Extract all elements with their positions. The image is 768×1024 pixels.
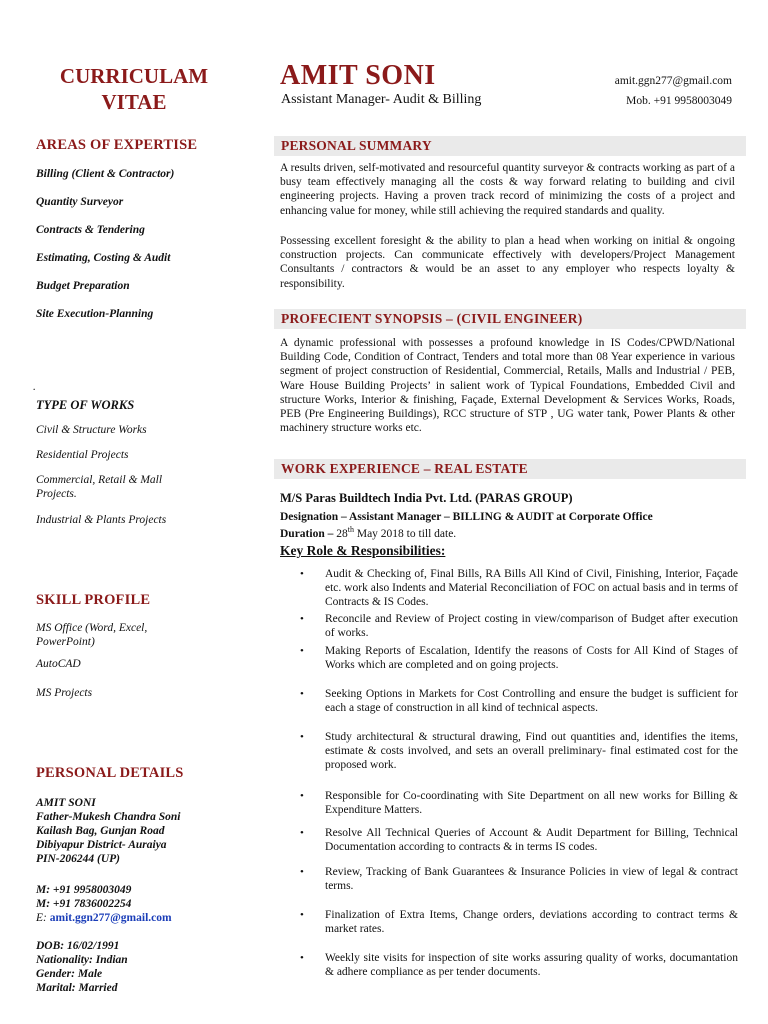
expertise-item: Budget Preparation: [36, 280, 130, 292]
responsibility-item: [300, 951, 738, 979]
bullet-dot: •: [300, 866, 304, 878]
bullet-dot: •: [300, 731, 304, 743]
responsibility-text: Study architectural & structural drawing, Find out quantities and, identifies the items, estimate & costs involved, and sets an overall preliminary- final estimated cost for the proposed work.: [325, 731, 738, 772]
responsibility-text: Making Reports of Escalation, Identify the reasons of Costs for All Kind of Stages of Works which are completed and on going projects.: [325, 645, 738, 672]
experience-heading-bar: [274, 459, 746, 479]
bullet-dot: •: [300, 613, 304, 625]
responsibility-text: Responsible for Co-coordinating with Site Department on all new works for Billing & Expenditure Matters.: [325, 790, 738, 817]
responsibility-text: Seeking Options in Markets for Cost Controlling and ensure the budget is sufficient for each a stage of construction in all kind of technical aspects.: [325, 688, 738, 715]
synopsis-paragraph: A dynamic professional with possesses a profound knowledge in IS Codes/CPWD/National Building Code, Condition of Contract, Tenders and total more than 08 Year experience in various segment of project construction of Residential, Commercial, Retails, Malls and Industrial / PEB, Ware House Building Projects’ in salient work of Typical Foundations, Embedded Civil and structure Works, Interior & finishing, Façade, External Development & Services Works, Roads, PEB (Pre Engineering Buildings), RCC structure of STP , UG water tank, Power Plants & other machinery structure works etc.: [280, 337, 735, 435]
duration-rest: May 2018 to till date.: [353, 527, 457, 540]
personal-father: Father-Mukesh Chandra Soni: [36, 811, 181, 823]
personal-phone: M: +91 7836002254: [36, 898, 132, 910]
responsibility-item: [300, 826, 738, 854]
summary-paragraph: Possessing excellent foresight & the ability to plan a head when working on initial & ongoing construction projects. Can communicate effectively with developers/Project Management Consultants / contractors & would be an asset to any employer who respects loyalty & responsibility.: [280, 235, 735, 290]
personal-dob: DOB: 16/02/1991: [36, 940, 120, 952]
responsibility-item: [300, 865, 738, 893]
responsibility-item: [300, 730, 738, 773]
personal-heading: PERSONAL DETAILS: [36, 765, 184, 781]
skill-heading: SKILL PROFILE: [36, 592, 151, 608]
synopsis-heading-bar: [274, 309, 746, 329]
responsibility-text: Reconcile and Review of Project costing in view/comparison of Budget after execution of works.: [325, 613, 738, 640]
personal-nationality: Nationality: Indian: [36, 954, 128, 966]
expertise-item: Site Execution-Planning: [36, 308, 154, 320]
key-role-heading: Key Role & Responsibilities:: [280, 543, 446, 558]
responsibility-item: [300, 789, 738, 817]
personal-email-row: [36, 911, 172, 925]
cv-title-line1: CURRICULAM: [59, 64, 209, 88]
duration-day: 28: [333, 527, 348, 540]
header-email[interactable]: amit.ggn277@gmail.com: [614, 75, 732, 87]
personal-marital: Marital: Married: [36, 982, 118, 994]
expertise-item: Quantity Surveyor: [36, 196, 124, 208]
responsibility-text: Finalization of Extra Items, Change orders, deviations according to contract terms & market rates.: [325, 909, 738, 936]
personal-address-line: Dibiyapur District- Auraiya: [36, 839, 167, 851]
works-item: Residential Projects: [36, 449, 129, 461]
duration-ordinal: th: [347, 525, 354, 534]
expertise-heading: AREAS OF EXPERTISE: [36, 137, 198, 153]
responsibility-text: Review, Tracking of Bank Guarantees & Insurance Policies in view of legal & contract terms.: [325, 866, 738, 893]
works-heading: TYPE OF WORKS: [36, 398, 135, 412]
duration-label: Duration –: [280, 527, 334, 540]
bullet-dot: •: [300, 645, 304, 657]
responsibility-text: Weekly site visits for inspection of site works assuring quality of works, documantation & adhere compliance as per tender documents.: [325, 952, 738, 979]
works-item: Commercial, Retail & Mall Projects.: [36, 474, 163, 500]
company-name: M/S Paras Buildtech India Pvt. Ltd. (PARAS GROUP): [280, 491, 573, 505]
bullet-dot: •: [300, 952, 304, 964]
cv-title: [20, 63, 248, 115]
personal-name: AMIT SONI: [36, 797, 96, 809]
cv-title-line2: VITAE: [101, 90, 167, 114]
bullet-dot: •: [300, 827, 304, 839]
bullet-dot: •: [300, 790, 304, 802]
bullet-dot: •: [300, 909, 304, 921]
responsibility-item: [300, 567, 738, 610]
responsibility-text: Resolve All Technical Queries of Account & Audit Department for Billing, Technical Documentation according to contracts & in terms IS codes.: [325, 827, 738, 854]
responsibility-item: [300, 612, 738, 640]
responsibility-item: [300, 687, 738, 715]
synopsis-heading: PROFECIENT SYNOPSIS – (CIVIL ENGINEER): [281, 311, 583, 326]
responsibility-item: [300, 644, 738, 672]
skill-item: MS Projects: [36, 687, 93, 699]
email-label: E:: [36, 912, 47, 924]
candidate-name: AMIT SONI: [280, 60, 436, 91]
stray-dot: .: [33, 381, 36, 393]
personal-address-line: Kailash Bag, Gunjan Road: [36, 825, 165, 837]
personal-gender: Gender: Male: [36, 968, 103, 980]
skill-item: MS Office (Word, Excel, PowerPoint): [36, 622, 148, 648]
summary-heading-bar: [274, 136, 746, 156]
responsibility-item: [300, 908, 738, 936]
header-mobile: Mob. +91 9958003049: [626, 95, 732, 107]
personal-phone: M: +91 9958003049: [36, 884, 132, 896]
summary-paragraph: A results driven, self-motivated and resourceful quantity surveyor & contracts working as part of a busy team effectively managing all the costs & way forward relating to building and civil engineering projects. Having a proven track record of minimizing the costs of a project and enhancing value for money, while still achieving the required standards and quality.: [280, 162, 735, 217]
job-duration: [280, 525, 456, 540]
email-link[interactable]: amit.ggn277@gmail.com: [49, 912, 172, 924]
experience-heading: WORK EXPERIENCE – REAL ESTATE: [281, 461, 528, 476]
job-designation: Designation – Assistant Manager – BILLING & AUDIT at Corporate Office: [280, 511, 653, 523]
responsibility-text: Audit & Checking of, Final Bills, RA Bills All Kind of Civil, Finishing, Interior, Façade etc. work also Indents and Material Reconciliation of FOC on actual basis and in terms of Contracts & IS Codes.: [325, 568, 738, 609]
expertise-item: Contracts & Tendering: [36, 224, 145, 236]
candidate-designation: Assistant Manager- Audit & Billing: [281, 92, 482, 107]
expertise-item: Billing (Client & Contractor): [36, 168, 175, 180]
skill-item: AutoCAD: [36, 658, 81, 670]
bullet-dot: •: [300, 568, 304, 580]
expertise-item: Estimating, Costing & Audit: [36, 252, 171, 264]
sidebar: [0, 0, 262, 1024]
works-item: Industrial & Plants Projects: [36, 514, 167, 526]
summary-heading: PERSONAL SUMMARY: [281, 138, 432, 153]
personal-pin: PIN-206244 (UP): [36, 853, 120, 865]
works-item: Civil & Structure Works: [36, 424, 147, 436]
bullet-dot: •: [300, 688, 304, 700]
